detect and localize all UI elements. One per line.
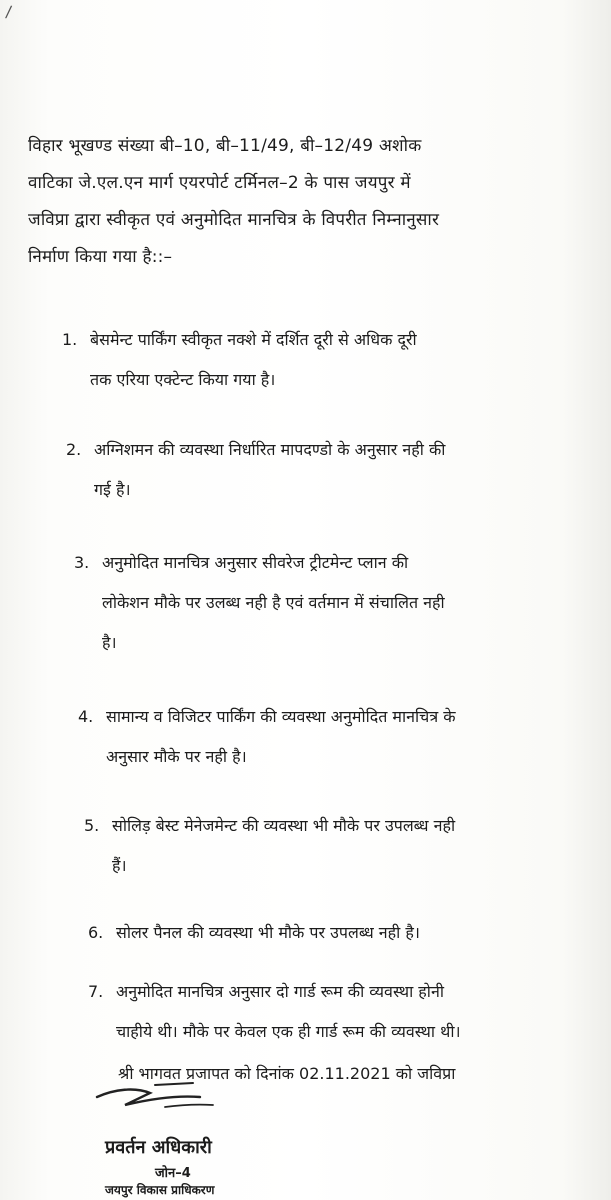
signature-block bbox=[95, 1075, 355, 1195]
list-item bbox=[62, 320, 417, 400]
item-line-1: सामान्य व विजिटर पार्किंग की व्यवस्था अनुमोदित मानचित्र के bbox=[106, 707, 456, 726]
authority-name: जयपुर विकास प्राधिकरण bbox=[105, 1183, 215, 1197]
item-line-2: लोकेशन मौके पर उलब्ध नही है एवं वर्तमान में संचालित नही bbox=[102, 593, 445, 612]
item-line-1: अग्निशमन की व्यवस्था निर्धारित मापदण्डो के अनुसार नही की bbox=[94, 440, 446, 459]
item-line-2: चाहीये थी। मौके पर केवल एक ही गार्ड रूम की व्यवस्था थी। bbox=[116, 1022, 461, 1041]
handwritten-signature bbox=[95, 1075, 225, 1120]
item-line-3: है। bbox=[102, 633, 117, 652]
officer-zone: जोन–4 bbox=[155, 1166, 191, 1181]
item-line-2: अनुसार मौके पर नही है। bbox=[106, 747, 247, 766]
corner-mark: / bbox=[4, 1, 13, 22]
item-number: 3. bbox=[74, 553, 90, 572]
item-line-1: सोलिड़ बेस्ट मेनेजमेन्ट की व्यवस्था भी मौके पर उपलब्ध नही bbox=[112, 816, 456, 835]
list-item bbox=[78, 697, 456, 777]
intro-line-4: निर्माण किया गया है::– bbox=[28, 247, 173, 267]
item-number: 2. bbox=[66, 440, 82, 459]
closing-line: श्री भागवत प्रजापत को दिनांक 02.11.2021 को जविप्रा bbox=[118, 1064, 456, 1083]
intro-line-1: विहार भूखण्ड संख्या बी–10, बी–11/49, बी–12/49 अशोक bbox=[28, 136, 422, 156]
intro-line-2: वाटिका जे.एल.एन मार्ग एयरपोर्ट टर्मिनल–2 के पास जयपुर में bbox=[28, 173, 411, 193]
item-number: 5. bbox=[84, 816, 100, 835]
item-line-2: गई है। bbox=[94, 480, 131, 499]
item-number: 1. bbox=[62, 330, 78, 349]
list-item bbox=[88, 972, 461, 1052]
item-line-1: अनुमोदित मानचित्र अनुसार दो गार्ड रूम की व्यवस्था होनी bbox=[116, 982, 444, 1001]
list-item bbox=[88, 913, 420, 953]
item-line-2: तक एरिया एक्टेन्ट किया गया है। bbox=[90, 370, 276, 389]
item-number: 6. bbox=[88, 923, 104, 942]
item-line-2: हैं। bbox=[112, 856, 127, 875]
intro-line-3: जविप्रा द्वारा स्वीकृत एवं अनुमोदित मानचित्र के विपरीत निम्नानुसार bbox=[28, 210, 440, 230]
item-number: 4. bbox=[78, 707, 94, 726]
list-item bbox=[84, 806, 455, 886]
intro-paragraph bbox=[28, 128, 548, 276]
item-number: 7. bbox=[88, 982, 104, 1001]
list-item bbox=[66, 430, 445, 510]
item-line-1: बेसमेन्ट पार्किंग स्वीकृत नक्शे में दर्शित दूरी से अधिक दूरी bbox=[90, 330, 417, 349]
item-line-1: अनुमोदित मानचित्र अनुसार सीवरेज ट्रीटमेन्ट प्लान की bbox=[102, 553, 409, 572]
officer-title: प्रवर्तन अधिकारी bbox=[105, 1137, 212, 1158]
list-item bbox=[74, 543, 445, 663]
item-line-1: सोलर पैनल की व्यवस्था भी मौके पर उपलब्ध नही है। bbox=[116, 923, 420, 942]
